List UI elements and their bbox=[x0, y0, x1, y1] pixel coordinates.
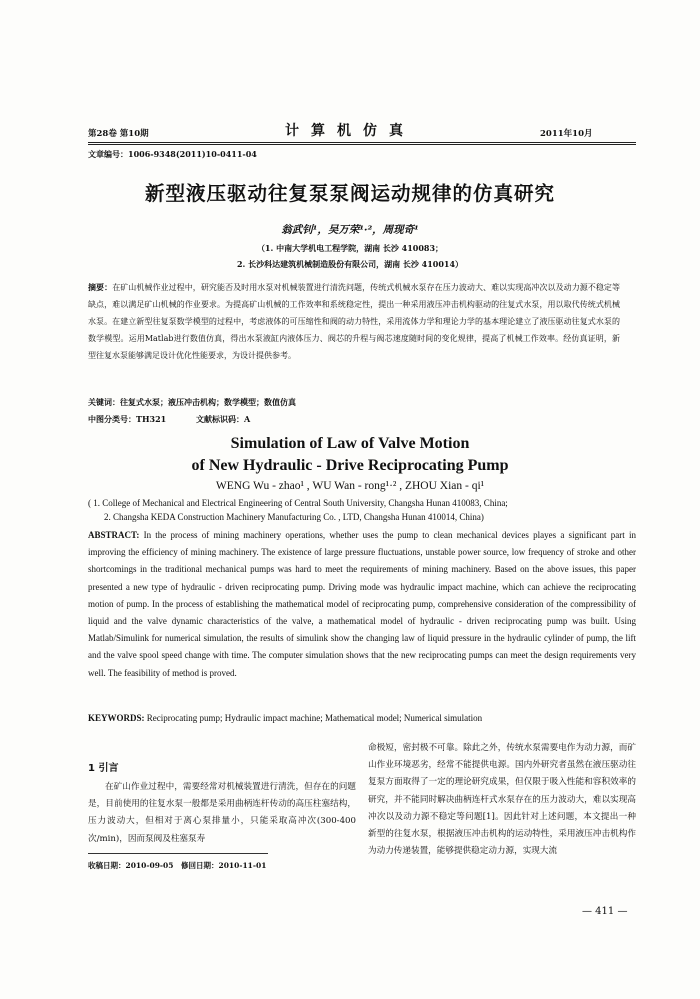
chinese-title: 新型液压驱动往复泵泵阀运动规律的仿真研究 bbox=[144, 182, 555, 205]
journal-volume-issue: 第28卷 第10期 bbox=[88, 129, 149, 139]
page-number: — 411 — bbox=[582, 906, 628, 917]
chinese-affiliation-2: 2. 长沙科达建筑机械制造股份有限公司，湖南 长沙 410014） bbox=[236, 259, 464, 269]
english-title-line-2: of New Hydraulic - Drive Reciprocating Pump bbox=[191, 457, 509, 474]
english-authors: WENG Wu - zhao¹ , WU Wan - rong¹·² , ZHOU Xian - qi¹ bbox=[215, 480, 485, 492]
body-right-column: 命极短，密封极不可靠。除此之外，传统水泵需要电作为动力源，而矿山作业环境恶劣，经常不能提供电源。国内外研究者虽然在液压驱动往复泵方面取得了一定的理论研究成果，但仅限于吸入性能和容积效率的研究，并不能同时解决曲柄连杆式水泵存在的压力波动大，难以实现高冲次以及动力源不稳定等问题[1]。因此针对上述问题，本文提出一种新型的往复水泵，根据液压冲击机构的运动特性，采用液压冲击机构作为动力传递装置，能够提供稳定动力源，实现大流 bbox=[368, 743, 636, 857]
english-keywords bbox=[88, 713, 482, 723]
journal-date: 2011年10月 bbox=[540, 129, 593, 139]
english-keywords-text: Reciprocating pump; Hydraulic impact machine; Mathematical model; Numerical simulation bbox=[146, 713, 483, 723]
classification-number: 中图分类号：TH321 bbox=[88, 414, 167, 424]
article-number: 文章编号：1006-9348(2011)10-0411-04 bbox=[88, 149, 257, 159]
english-abstract-text: In the process of mining machinery operations, whether uses the pump to clean mechanical devices playes a significant part in improving the efficiency of mining machinery. The existence of large pressure fluctuations, unstable power source, low frequency of stroke and other shortcomings in the traditional mechanical pumps was hard to meet the requirements of mining machinery. Based on the above issues, this paper presented a new type of hydraulic - driven reciprocating pump. Driving mode was hydraulic impact machine, which can achieve the reciprocating motion of pump. In the process of establishing the mathematical model of reciprocating pump, comprehensive consideration of the compressibility of liquid and the valve dynamic characteristics of the valve, a mathematical model of hydraulic - driven reciprocating pump was built. Using Matlab/Simulink for numerical simulation, the results of simulink show the changing law of liquid pressure in the hydraulic cylinder of pump, the lift and the valve spool speed change with time. The computer simulation shows that the new reciprocating pumps can meet the design requirements very well. The feasibility of method is proved. bbox=[88, 530, 636, 678]
document-code: 文献标识码：A bbox=[196, 414, 251, 424]
english-title-line-1: Simulation of Law of Valve Motion bbox=[230, 435, 470, 452]
footnote-rule bbox=[88, 853, 268, 854]
chinese-abstract-text: 在矿山机械作业过程中，研究能否及时用水泵对机械装置进行清洗问题，传统式机械水泵存在压力波动大、难以实现高冲次以及动力源不稳定等缺点，难以满足矿山机械的作业要求。为提高矿山机械的工作效率和系统稳定性，提出一种采用液压冲击机构驱动的往复式水泵，用以取代传统式机械水泵。在建立新型往复泵数学模型的过程中，考虑液体的可压缩性和阀的动力特性，采用流体力学和理论力学的基本理论建立了液压驱动往复式水泵的数学模型。运用Matlab进行数值仿真，得出水泵液缸内液体压力、阀芯的升程与阀芯速度随时间的变化规律，提高了机械工作效率。经仿真证明，新型往复水泵能够满足设计优化性能要求，为设计提供参考。 bbox=[88, 283, 620, 360]
chinese-affiliation-1: （1. 中南大学机电工程学院，湖南 长沙 410083； bbox=[256, 243, 444, 253]
chinese-abstract bbox=[88, 279, 620, 364]
chinese-keywords: 关键词：往复式水泵；液压冲击机构；数学模型；数值仿真 bbox=[88, 397, 296, 407]
chinese-abstract-label: 摘要： bbox=[88, 282, 113, 292]
english-affiliation-2: 2. Changsha KEDA Construction Machinery Manufacturing Co. , LTD, Changsha Hunan 410014, China) bbox=[104, 512, 484, 522]
chinese-authors: 翁武钊¹，吴万荣¹·²，周现奇¹ bbox=[281, 224, 419, 236]
english-keywords-label: KEYWORDS: bbox=[88, 713, 145, 723]
journal-name: 计算机仿真 bbox=[285, 123, 415, 139]
english-abstract bbox=[88, 527, 636, 682]
body-left-column: 在矿山作业过程中，需要经常对机械装置进行清洗，但存在的问题是，目前使用的往复水泵一般都是采用曲柄连杆传动的高压柱塞结构，压力波动大，但相对于离心泵排量小，只能采取高冲次(300-400次/min)，因而泵阀及柱塞泵寿 bbox=[88, 782, 356, 844]
section-heading-introduction: 1 引言 bbox=[88, 763, 119, 774]
header-rule-thin bbox=[88, 144, 636, 145]
english-abstract-label: ABSTRACT: bbox=[88, 530, 140, 540]
received-dates-footnote: 收稿日期：2010-09-05 修回日期：2010-11-01 bbox=[88, 861, 267, 870]
english-affiliation-1: ( 1. College of Mechanical and Electrical Engineering of Central South University, Changsha Hunan 410083, China; bbox=[88, 498, 508, 508]
header-rule bbox=[88, 142, 636, 143]
